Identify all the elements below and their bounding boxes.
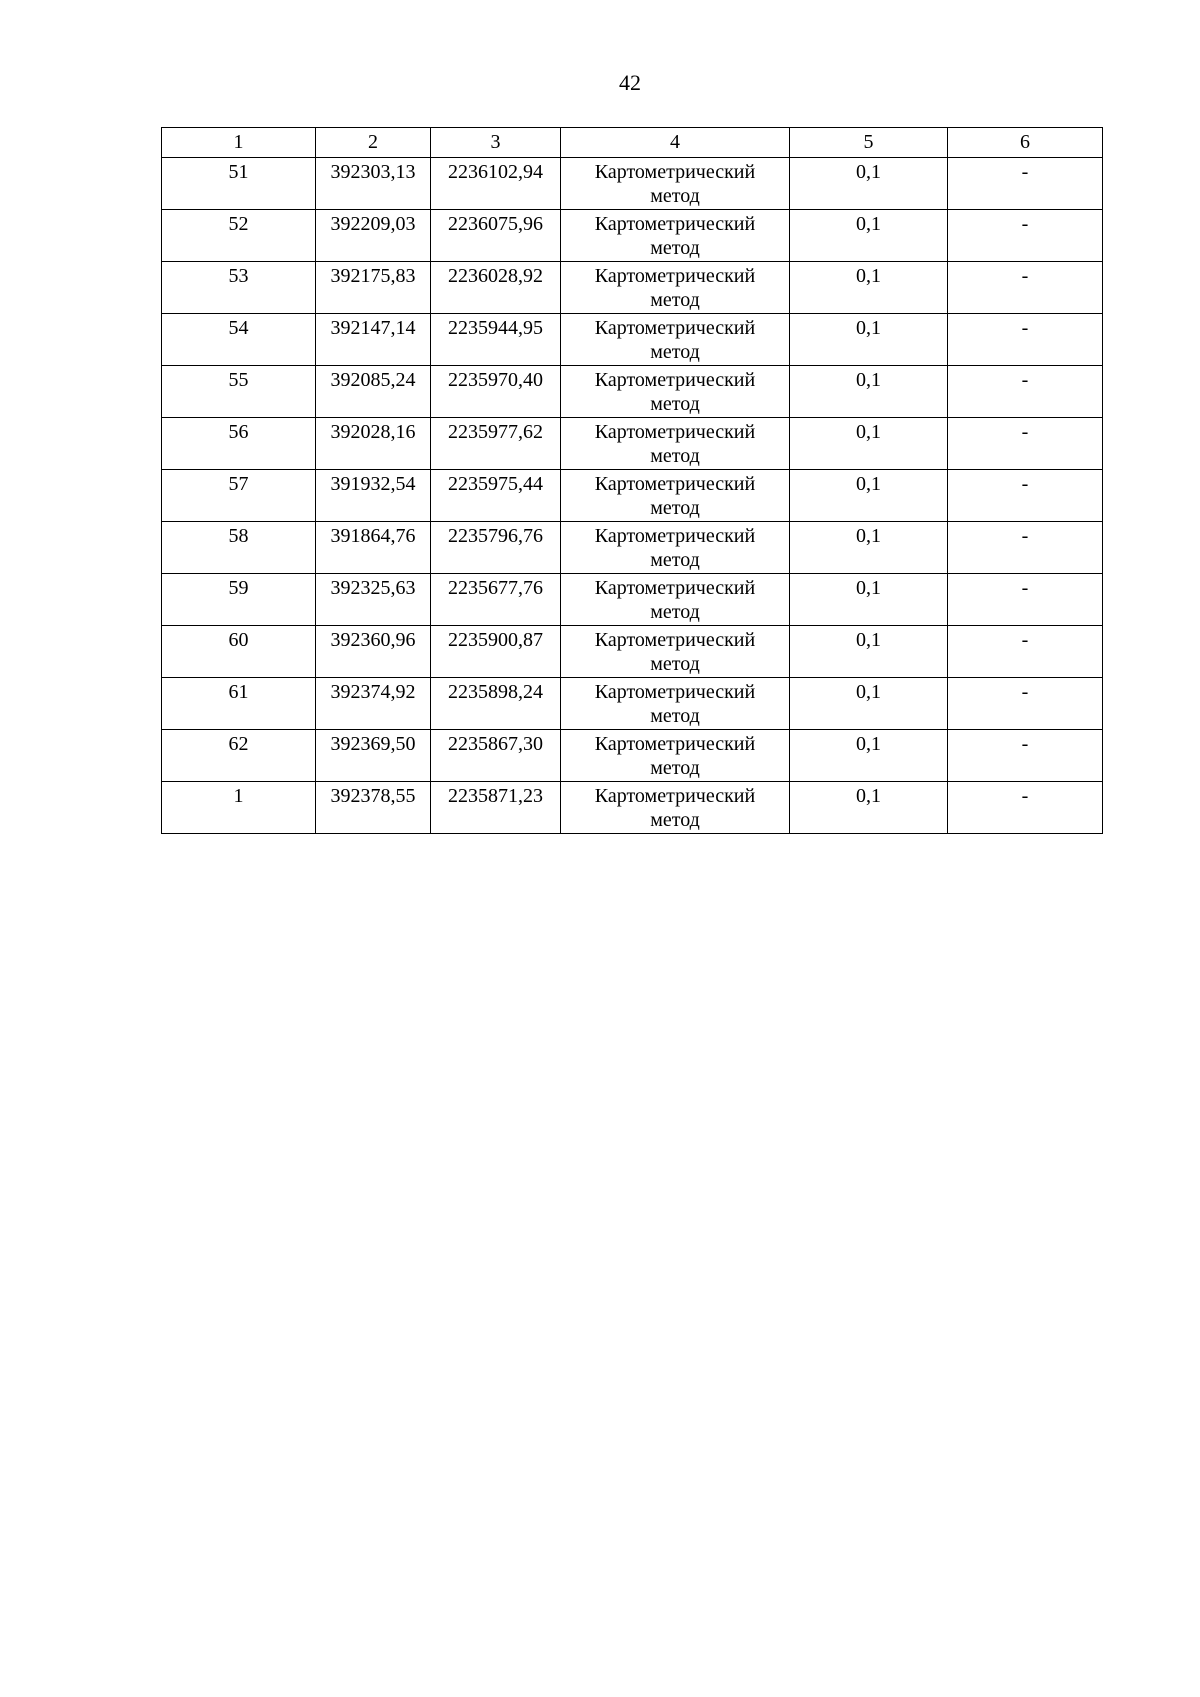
x-coordinate-cell: 392085,24 — [316, 366, 431, 418]
column-header: 4 — [561, 128, 790, 158]
accuracy-cell: 0,1 — [790, 262, 948, 314]
column-header: 1 — [162, 128, 316, 158]
column-header: 2 — [316, 128, 431, 158]
x-coordinate-cell: 391932,54 — [316, 470, 431, 522]
method-cell — [561, 262, 790, 314]
description-cell: - — [948, 158, 1103, 210]
method-cell — [561, 210, 790, 262]
method-text: Картометрический метод — [594, 629, 756, 675]
accuracy-cell: 0,1 — [790, 366, 948, 418]
method-cell — [561, 782, 790, 834]
y-coordinate-cell: 2235677,76 — [431, 574, 561, 626]
description-cell: - — [948, 366, 1103, 418]
accuracy-cell: 0,1 — [790, 574, 948, 626]
point-number-cell: 59 — [162, 574, 316, 626]
table-row — [162, 626, 1103, 678]
method-cell — [561, 678, 790, 730]
method-text: Картометрический метод — [594, 213, 756, 259]
description-cell: - — [948, 210, 1103, 262]
x-coordinate-cell: 392028,16 — [316, 418, 431, 470]
point-number-cell: 60 — [162, 626, 316, 678]
x-coordinate-cell: 392360,96 — [316, 626, 431, 678]
accuracy-cell: 0,1 — [790, 470, 948, 522]
method-text: Картометрический метод — [594, 681, 756, 727]
method-cell — [561, 314, 790, 366]
point-number-cell: 53 — [162, 262, 316, 314]
method-cell — [561, 730, 790, 782]
method-text: Картометрический метод — [594, 421, 756, 467]
y-coordinate-cell: 2236075,96 — [431, 210, 561, 262]
method-text: Картометрический метод — [594, 733, 756, 779]
x-coordinate-cell: 392175,83 — [316, 262, 431, 314]
x-coordinate-cell: 392303,13 — [316, 158, 431, 210]
method-text: Картометрический метод — [594, 525, 756, 571]
table-row — [162, 522, 1103, 574]
method-text: Картометрический метод — [594, 317, 756, 363]
point-number-cell: 51 — [162, 158, 316, 210]
y-coordinate-cell: 2235975,44 — [431, 470, 561, 522]
x-coordinate-cell: 392147,14 — [316, 314, 431, 366]
description-cell: - — [948, 262, 1103, 314]
method-cell — [561, 574, 790, 626]
accuracy-cell: 0,1 — [790, 626, 948, 678]
page-number: 42 — [619, 70, 641, 95]
point-number-cell: 52 — [162, 210, 316, 262]
y-coordinate-cell: 2235796,76 — [431, 522, 561, 574]
method-cell — [561, 418, 790, 470]
y-coordinate-cell: 2235871,23 — [431, 782, 561, 834]
x-coordinate-cell: 391864,76 — [316, 522, 431, 574]
description-cell: - — [948, 418, 1103, 470]
accuracy-cell: 0,1 — [790, 730, 948, 782]
method-cell — [561, 158, 790, 210]
accuracy-cell: 0,1 — [790, 782, 948, 834]
table-row — [162, 782, 1103, 834]
description-cell: - — [948, 574, 1103, 626]
accuracy-cell: 0,1 — [790, 314, 948, 366]
accuracy-cell: 0,1 — [790, 158, 948, 210]
point-number-cell: 55 — [162, 366, 316, 418]
description-cell: - — [948, 522, 1103, 574]
point-number-cell: 57 — [162, 470, 316, 522]
accuracy-cell: 0,1 — [790, 210, 948, 262]
table-row — [162, 314, 1103, 366]
description-cell: - — [948, 678, 1103, 730]
coordinates-table — [161, 127, 1103, 834]
table-row — [162, 730, 1103, 782]
y-coordinate-cell: 2235867,30 — [431, 730, 561, 782]
table-row — [162, 574, 1103, 626]
point-number-cell: 61 — [162, 678, 316, 730]
accuracy-cell: 0,1 — [790, 522, 948, 574]
column-header: 6 — [948, 128, 1103, 158]
description-cell: - — [948, 470, 1103, 522]
table-row — [162, 158, 1103, 210]
x-coordinate-cell: 392378,55 — [316, 782, 431, 834]
description-cell: - — [948, 626, 1103, 678]
method-cell — [561, 470, 790, 522]
accuracy-cell: 0,1 — [790, 418, 948, 470]
x-coordinate-cell: 392374,92 — [316, 678, 431, 730]
x-coordinate-cell: 392209,03 — [316, 210, 431, 262]
table-body — [162, 158, 1103, 834]
x-coordinate-cell: 392325,63 — [316, 574, 431, 626]
description-cell: - — [948, 314, 1103, 366]
y-coordinate-cell: 2236102,94 — [431, 158, 561, 210]
column-header: 5 — [790, 128, 948, 158]
table-header-row — [162, 128, 1103, 158]
description-cell: - — [948, 782, 1103, 834]
method-text: Картометрический метод — [594, 265, 756, 311]
y-coordinate-cell: 2235977,62 — [431, 418, 561, 470]
table-row — [162, 366, 1103, 418]
method-text: Картометрический метод — [594, 369, 756, 415]
point-number-cell: 54 — [162, 314, 316, 366]
point-number-cell: 62 — [162, 730, 316, 782]
y-coordinate-cell: 2235898,24 — [431, 678, 561, 730]
table-row — [162, 470, 1103, 522]
y-coordinate-cell: 2235944,95 — [431, 314, 561, 366]
accuracy-cell: 0,1 — [790, 678, 948, 730]
method-cell — [561, 626, 790, 678]
method-cell — [561, 522, 790, 574]
y-coordinate-cell: 2235900,87 — [431, 626, 561, 678]
table-row — [162, 262, 1103, 314]
y-coordinate-cell: 2236028,92 — [431, 262, 561, 314]
table-row — [162, 418, 1103, 470]
method-cell — [561, 366, 790, 418]
x-coordinate-cell: 392369,50 — [316, 730, 431, 782]
method-text: Картометрический метод — [594, 577, 756, 623]
table-row — [162, 210, 1103, 262]
point-number-cell: 58 — [162, 522, 316, 574]
y-coordinate-cell: 2235970,40 — [431, 366, 561, 418]
method-text: Картометрический метод — [594, 785, 756, 831]
table-row — [162, 678, 1103, 730]
method-text: Картометрический метод — [594, 473, 756, 519]
method-text: Картометрический метод — [594, 161, 756, 207]
point-number-cell: 56 — [162, 418, 316, 470]
point-number-cell: 1 — [162, 782, 316, 834]
column-header: 3 — [431, 128, 561, 158]
description-cell: - — [948, 730, 1103, 782]
